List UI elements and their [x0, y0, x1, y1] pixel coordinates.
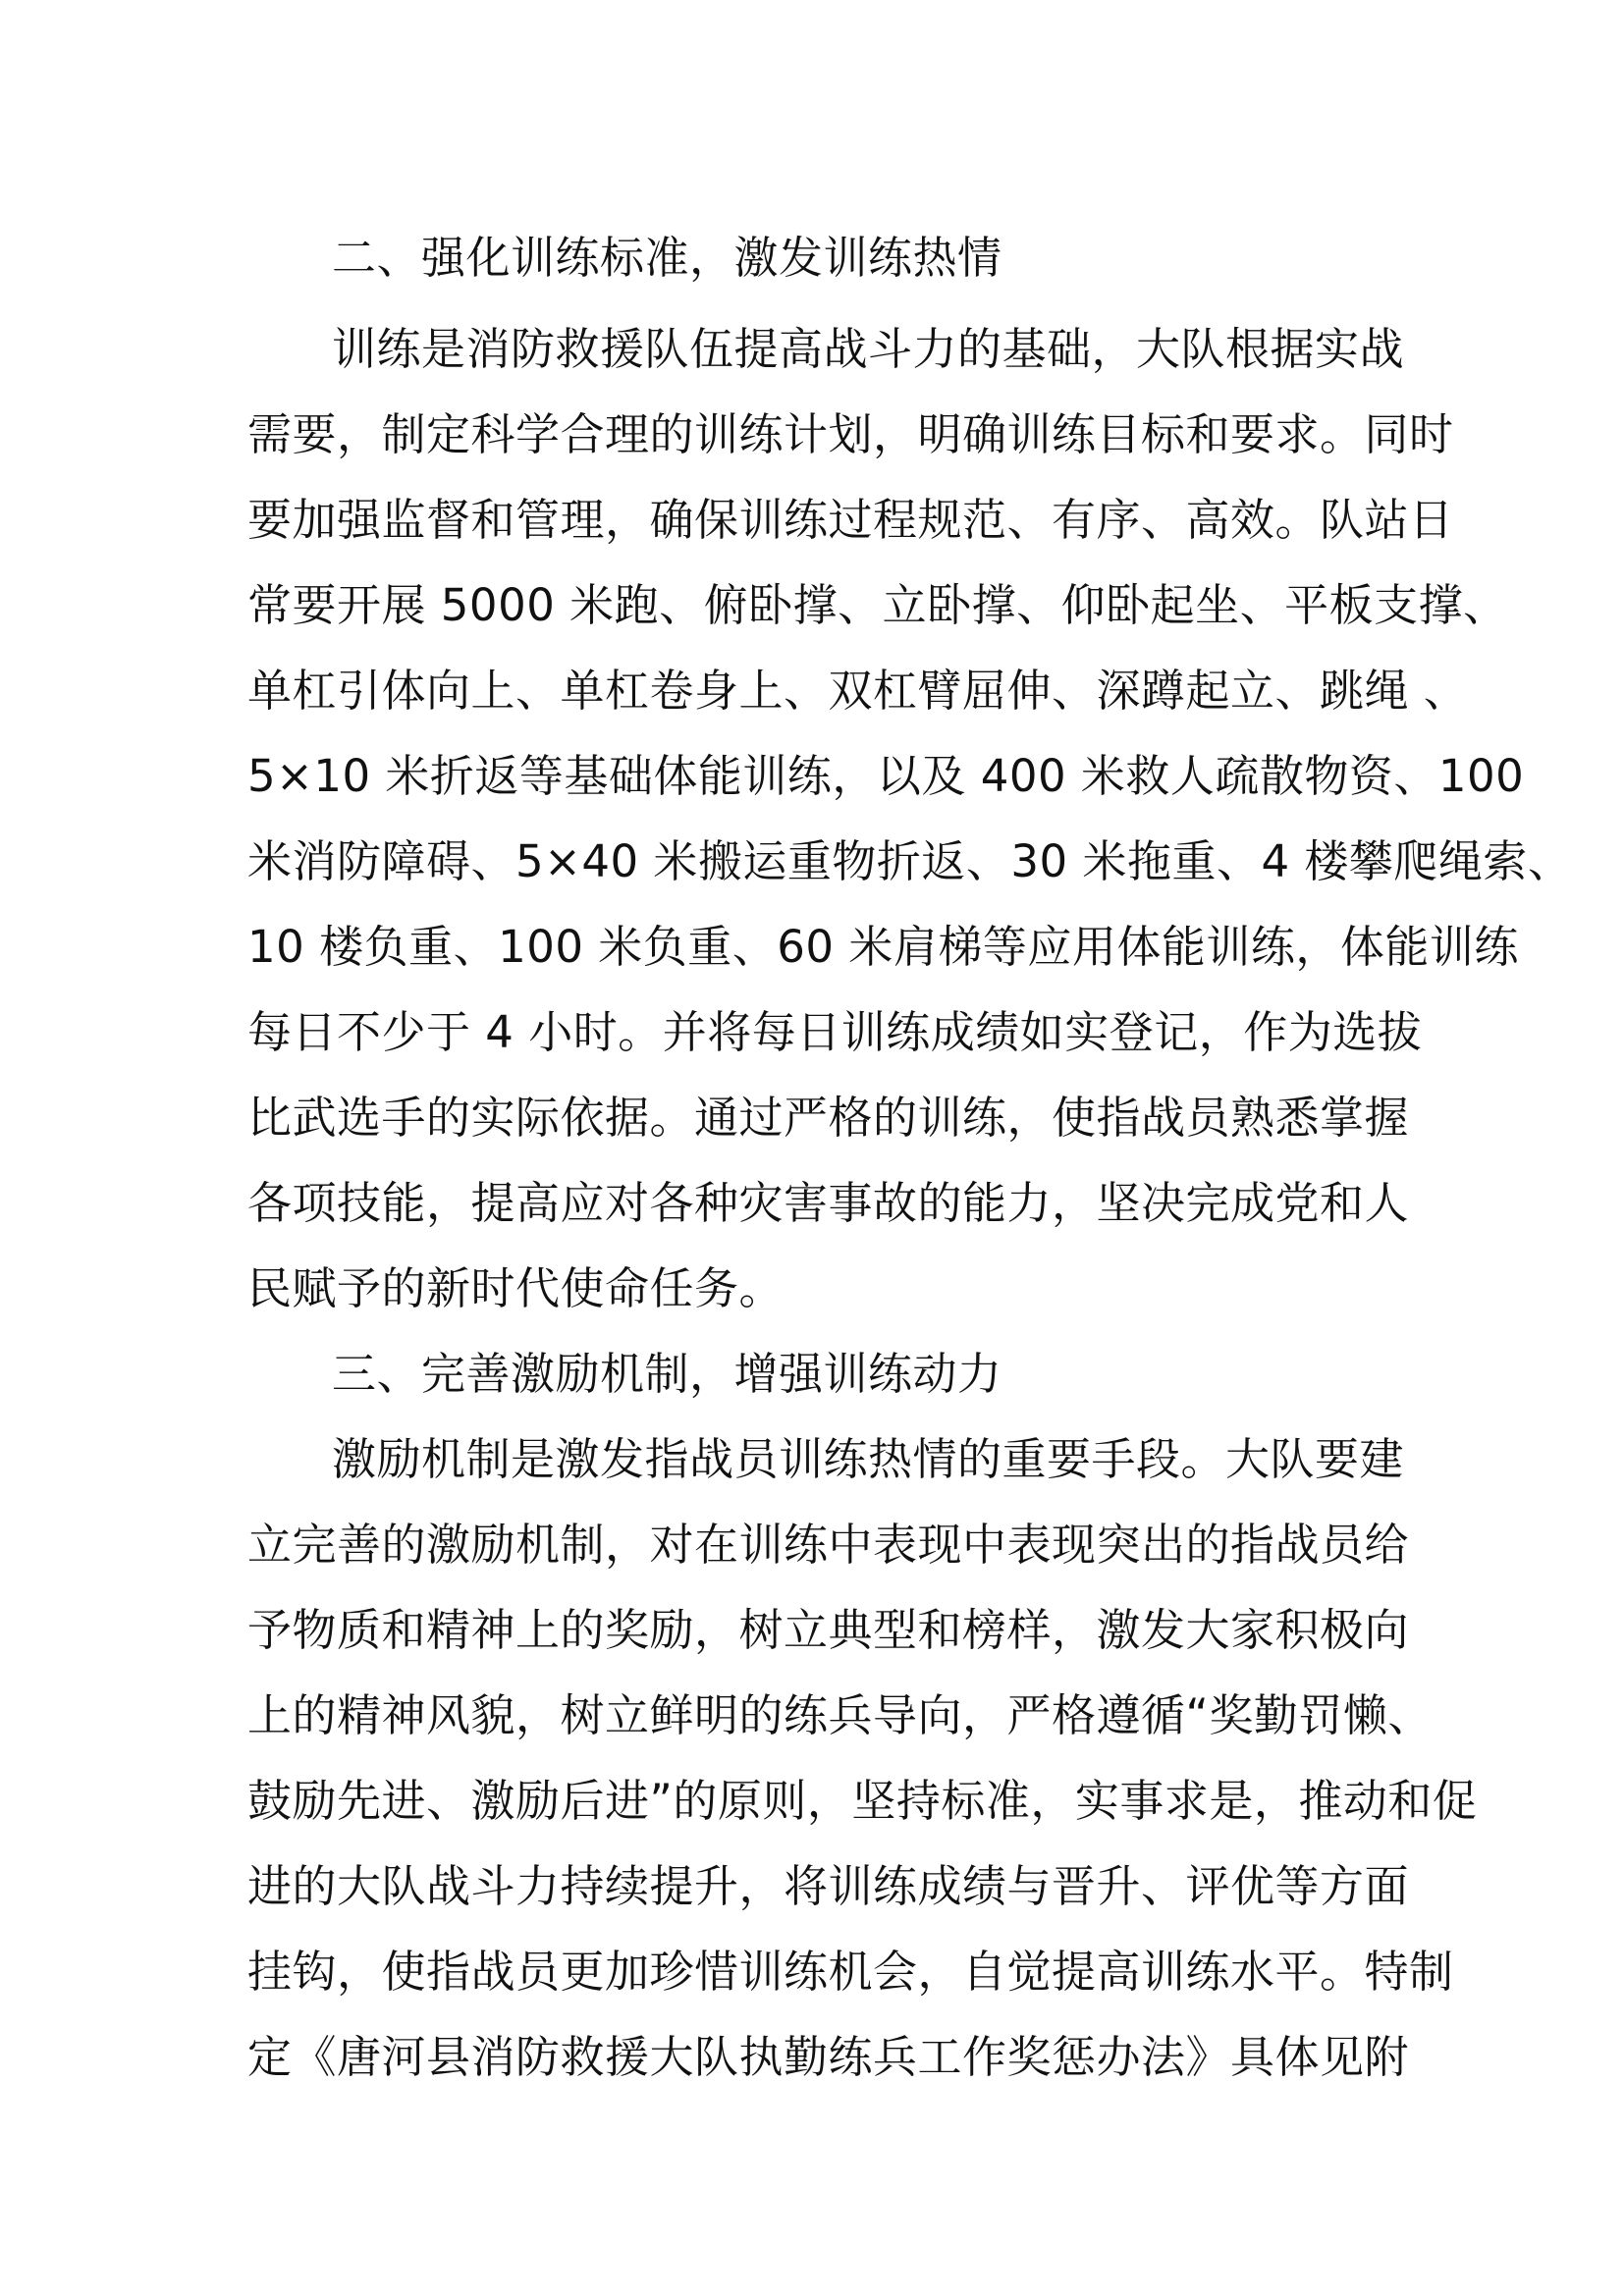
- paragraph-line: 立完善的激励机制，对在训练中表现中表现突出的指战员给: [247, 1519, 1410, 1571]
- paragraph-line: 训练是消防救援队伍提高战斗力的基础，大队根据实战: [332, 323, 1405, 375]
- paragraph-line: 鼓励先进、激励后进”的原则，坚持标准，实事求是，推动和促: [247, 1775, 1478, 1827]
- paragraph-line: 予物质和精神上的奖励，树立典型和榜样，激发大家积极向: [247, 1604, 1410, 1656]
- paragraph-line: 需要，制定科学合理的训练计划，明确训练目标和要求。同时: [247, 408, 1454, 460]
- paragraph-line: 定《唐河县消防救援大队执勤练兵工作奖惩办法》具体见附: [247, 2031, 1410, 2083]
- paragraph-line: 民赋予的新时代使命任务。: [247, 1262, 785, 1314]
- section-heading-2: 二、强化训练标准，激发训练热情: [332, 232, 1002, 284]
- paragraph-line: 10 楼负重、100 米负重、60 米肩梯等应用体能训练，体能训练: [247, 921, 1519, 973]
- paragraph-line: 各项技能，提高应对各种灾害事故的能力，坚决完成党和人: [247, 1177, 1410, 1229]
- paragraph-line: 比武选手的实际依据。通过严格的训练，使指战员熟悉掌握: [247, 1092, 1410, 1144]
- paragraph-line: 每日不少于 4 小时。并将每日训练成绩如实登记，作为选拔: [247, 1006, 1423, 1058]
- paragraph-line: 要加强监督和管理，确保训练过程规范、有序、高效。队站日: [247, 494, 1454, 546]
- paragraph-line: 挂钩，使指战员更加珍惜训练机会，自觉提高训练水平。特制: [247, 1946, 1454, 1998]
- paragraph-line: 上的精神风貌，树立鲜明的练兵导向，严格遵循“奖勤罚懒、: [247, 1689, 1433, 1741]
- paragraph-line: 单杠引体向上、单杠卷身上、双杠臂屈伸、深蹲起立、跳绳 、: [247, 665, 1469, 717]
- paragraph-line: 进的大队战斗力持续提升，将训练成绩与晋升、评优等方面: [247, 1860, 1410, 1912]
- section-heading-3: 三、完善激励机制，增强训练动力: [332, 1348, 1002, 1400]
- paragraph-line: 激励机制是激发指战员训练热情的重要手段。大队要建: [332, 1433, 1405, 1485]
- paragraph-line: 米消防障碍、5×40 米搬运重物折返、30 米拖重、4 楼攀爬绳索、: [247, 835, 1573, 887]
- paragraph-line: 常要开展 5000 米跑、俯卧撑、立卧撑、仰卧起坐、平板支撑、: [247, 579, 1508, 631]
- paragraph-line: 5×10 米折返等基础体能训练，以及 400 米救人疏散物资、100: [247, 750, 1525, 802]
